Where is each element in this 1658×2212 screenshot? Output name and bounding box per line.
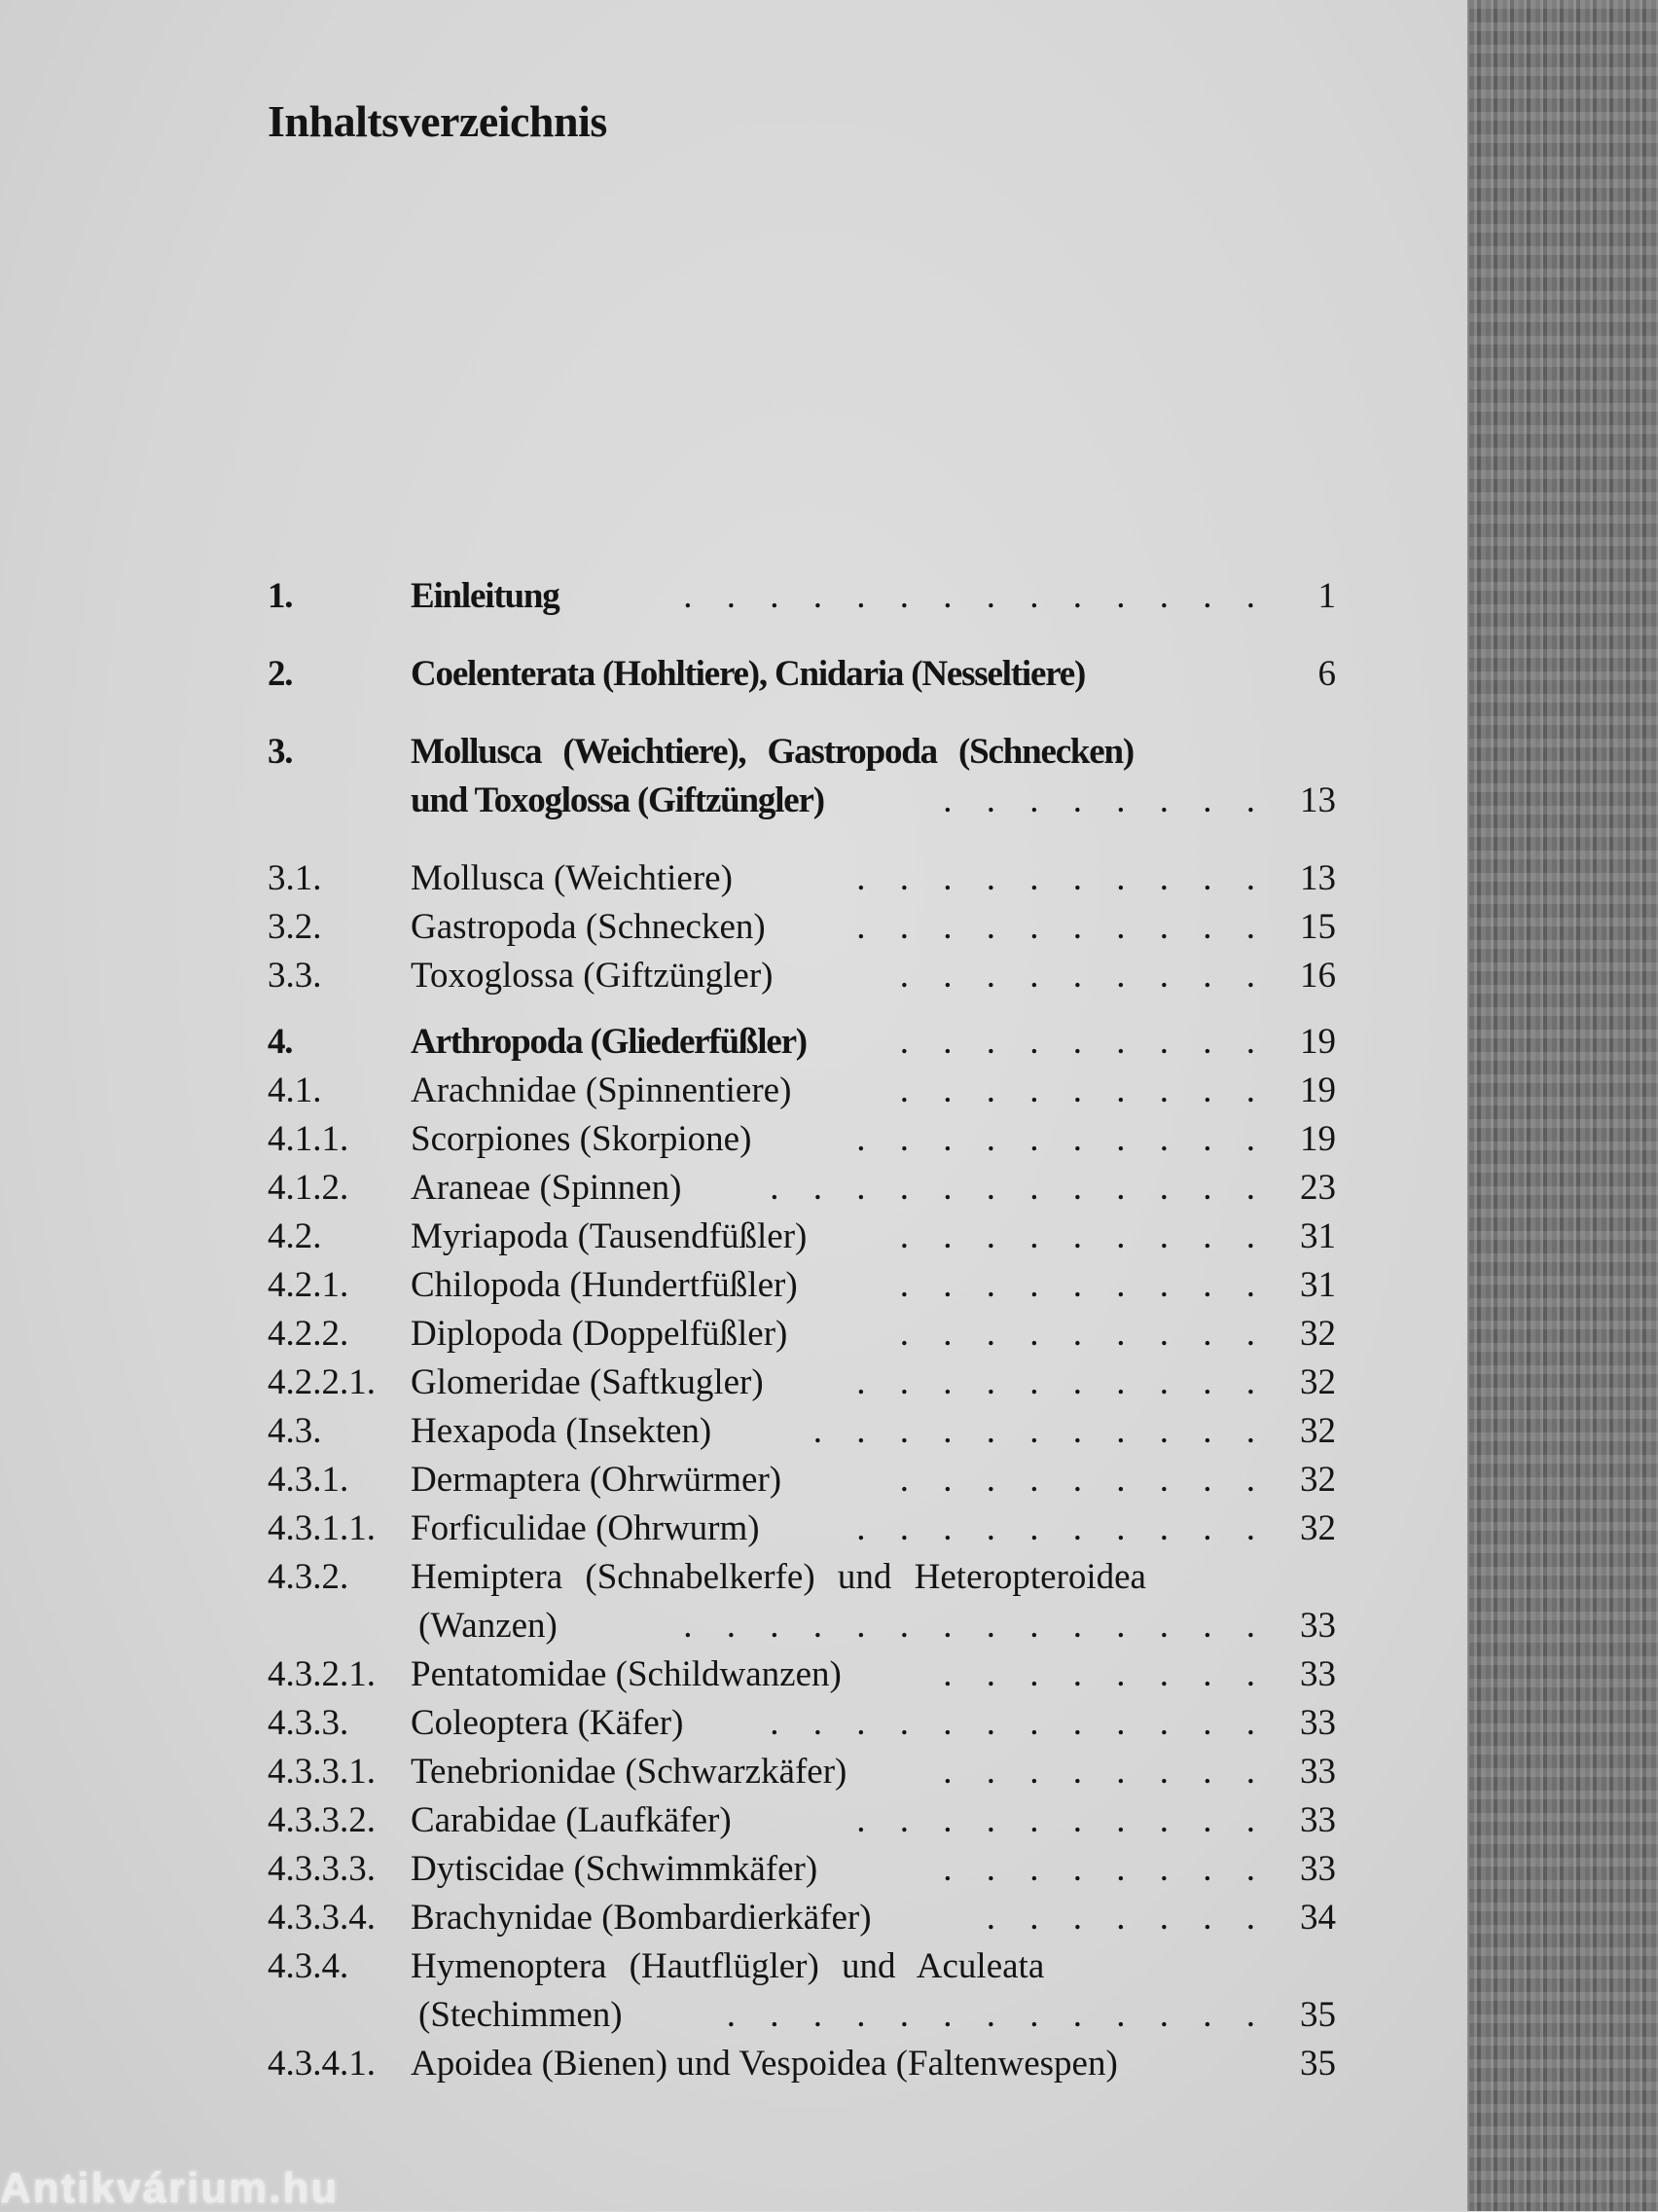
toc-entry bbox=[268, 903, 1336, 952]
dot-leader: . . . . . . . . . . bbox=[856, 907, 1268, 947]
toc-entry-number: 3.2. bbox=[268, 907, 322, 947]
toc-entry-title: Hymenoptera (Hautflügler) und Aculeata bbox=[411, 1946, 1045, 1986]
toc-entry-title: Glomeridae (Saftkugler) bbox=[411, 1362, 764, 1402]
toc-entry-number: 3.1. bbox=[268, 858, 322, 898]
dot-leader: . . . . . . . . . bbox=[899, 1314, 1268, 1354]
toc-entry-title: Dermaptera (Ohrwürmer) bbox=[411, 1460, 782, 1500]
toc-entry bbox=[268, 1213, 1336, 1261]
dot-leader: . . . . . . . . . . bbox=[856, 1362, 1268, 1402]
toc-entry-title: (Stechimmen) bbox=[418, 1995, 623, 2035]
toc-entry bbox=[268, 1310, 1336, 1359]
toc-entry-page: 6 bbox=[1317, 654, 1336, 694]
toc-entry-title: Einleitung bbox=[411, 576, 559, 616]
toc-entry-title: Mollusca (Weichtiere), Gastropoda (Schnecken) bbox=[411, 732, 1135, 772]
toc-entry bbox=[268, 952, 1336, 1000]
toc-entry-page: 32 bbox=[1300, 1460, 1336, 1500]
toc-entry-number: 4.3.3.2. bbox=[268, 1800, 376, 1840]
toc-entry-number: 4.3.2. bbox=[268, 1557, 349, 1597]
dot-leader: . . . . . . . . . . . bbox=[812, 1411, 1268, 1451]
dot-leader: . . . . . . . . bbox=[943, 1654, 1268, 1694]
toc-entry-number: 4.3.4. bbox=[268, 1946, 349, 1986]
toc-entry-page: 32 bbox=[1300, 1411, 1336, 1451]
toc-entry-title: Carabidae (Laufkäfer) bbox=[411, 1800, 732, 1840]
toc-entry bbox=[268, 1845, 1336, 1894]
toc-entry-number: 4.3.2.1. bbox=[268, 1654, 376, 1694]
toc-entry-number: 4.3.3.3. bbox=[268, 1849, 376, 1889]
toc-entry-number: 3. bbox=[268, 732, 293, 772]
dot-leader: . . . . . . . . bbox=[943, 1752, 1268, 1792]
toc-entry-number: 4.1.2. bbox=[268, 1168, 349, 1208]
toc-entry-title: Hexapoda (Insekten) bbox=[411, 1411, 712, 1451]
toc-entry-title: Hemiptera (Schnabelkerfe) und Heteropteroidea bbox=[411, 1557, 1146, 1597]
toc-entry-title: Tenebrionidae (Schwarzkäfer) bbox=[411, 1752, 847, 1792]
dot-leader: . . . . . . . . . . bbox=[856, 1800, 1268, 1840]
toc-entry-title: Coleoptera (Käfer) bbox=[411, 1703, 684, 1743]
toc-entry-title: Myriapoda (Tausendfüßler) bbox=[411, 1216, 808, 1256]
toc-entry-number: 4.2. bbox=[268, 1216, 322, 1256]
toc-entry-number: 4.3. bbox=[268, 1411, 322, 1451]
toc-entry-number: 4.3.1.1. bbox=[268, 1508, 376, 1548]
toc-entry bbox=[268, 1699, 1336, 1748]
table-of-contents bbox=[268, 572, 1336, 2088]
toc-entry-page: 13 bbox=[1300, 780, 1336, 820]
toc-entry bbox=[268, 1359, 1336, 1407]
dot-leader: . . . . . . . . . . . . . . bbox=[683, 576, 1268, 616]
watermark: Antikvárium.hu bbox=[0, 2164, 340, 2212]
toc-entry bbox=[268, 728, 1336, 825]
toc-entry bbox=[268, 1505, 1336, 1553]
toc-entry-title: Toxoglossa (Giftzüngler) bbox=[411, 956, 774, 996]
dot-leader: . . . . . . . . . bbox=[899, 1460, 1268, 1500]
toc-entry bbox=[268, 1650, 1336, 1699]
dot-leader: . . . . . . . . . . bbox=[856, 1508, 1268, 1548]
toc-entry-page: 19 bbox=[1300, 1070, 1336, 1110]
toc-entry bbox=[268, 854, 1336, 903]
toc-entry-number: 4.1. bbox=[268, 1070, 322, 1110]
toc-entry-title: Gastropoda (Schnecken) bbox=[411, 907, 766, 947]
toc-entry-page: 31 bbox=[1300, 1265, 1336, 1305]
toc-entry-number: 4.3.3. bbox=[268, 1703, 349, 1743]
toc-entry bbox=[268, 1018, 1336, 1067]
toc-entry bbox=[268, 1748, 1336, 1796]
toc-entry-title: Arachnidae (Spinnentiere) bbox=[411, 1070, 792, 1110]
toc-entry-page: 33 bbox=[1300, 1606, 1336, 1646]
toc-entry-page: 15 bbox=[1300, 907, 1336, 947]
toc-entry-number: 4.3.3.4. bbox=[268, 1898, 376, 1938]
toc-entry bbox=[268, 1067, 1336, 1115]
toc-entry bbox=[268, 1456, 1336, 1505]
dot-leader: . . . . . . . . . . bbox=[856, 858, 1268, 898]
toc-entry-page: 33 bbox=[1300, 1703, 1336, 1743]
toc-entry bbox=[268, 1115, 1336, 1164]
toc-entry-number: 4.3.1. bbox=[268, 1460, 349, 1500]
dot-leader: . . . . . . . . . bbox=[899, 1022, 1268, 1062]
toc-entry-number: 4.2.2. bbox=[268, 1314, 349, 1354]
toc-entry-title: (Wanzen) bbox=[418, 1606, 558, 1646]
toc-entry-title: Arthropoda (Gliederfüßler) bbox=[411, 1022, 807, 1062]
dot-leader: . . . . . . . bbox=[986, 1898, 1268, 1938]
toc-entry-number: 4.1.1. bbox=[268, 1119, 349, 1159]
toc-entry-page: 1 bbox=[1317, 576, 1336, 616]
dot-leader: . . . . . . . . bbox=[943, 1849, 1268, 1889]
toc-entry-number: 4.2.1. bbox=[268, 1265, 349, 1305]
toc-entry-page: 16 bbox=[1300, 956, 1336, 996]
dot-leader: . . . . . . . . bbox=[943, 780, 1268, 820]
toc-entry-page: 35 bbox=[1300, 1995, 1336, 2035]
toc-entry-title: Dytiscidae (Schwimmkäfer) bbox=[411, 1849, 818, 1889]
toc-entry bbox=[268, 1553, 1336, 1650]
dot-leader: . . . . . . . . . bbox=[899, 956, 1268, 996]
dot-leader: . . . . . . . . . . . . bbox=[770, 1703, 1268, 1743]
toc-entry-page: 32 bbox=[1300, 1508, 1336, 1548]
dot-leader: . . . . . . . . . bbox=[899, 1216, 1268, 1256]
toc-entry-title: Coelenterata (Hohltiere), Cnidaria (Nesseltiere) bbox=[411, 654, 1086, 694]
toc-entry-page: 19 bbox=[1300, 1022, 1336, 1062]
toc-entry-title: Pentatomidae (Schildwanzen) bbox=[411, 1654, 842, 1694]
toc-entry-number: 2. bbox=[268, 654, 293, 694]
toc-entry-page: 32 bbox=[1300, 1362, 1336, 1402]
dot-leader: . . . . . . . . . . bbox=[856, 1119, 1268, 1159]
toc-entry-page: 33 bbox=[1300, 1752, 1336, 1792]
toc-entry-title: Apoidea (Bienen) und Vespoidea (Faltenwespen) bbox=[411, 2044, 1118, 2084]
toc-entry-title: Chilopoda (Hundertfüßler) bbox=[411, 1265, 798, 1305]
toc-entry-page: 32 bbox=[1300, 1314, 1336, 1354]
toc-entry bbox=[268, 1407, 1336, 1456]
toc-entry-title: Forficulidae (Ohrwurm) bbox=[411, 1508, 760, 1548]
toc-entry-page: 35 bbox=[1300, 2044, 1336, 2084]
page-title: Inhaltsverzeichnis bbox=[268, 96, 607, 146]
toc-entry-page: 34 bbox=[1300, 1898, 1336, 1938]
toc-entry bbox=[268, 650, 1336, 699]
toc-entry-page: 13 bbox=[1300, 858, 1336, 898]
toc-entry bbox=[268, 1164, 1336, 1213]
toc-entry bbox=[268, 1796, 1336, 1845]
toc-entry bbox=[268, 572, 1336, 621]
toc-entry-page: 19 bbox=[1300, 1119, 1336, 1159]
toc-entry bbox=[268, 1942, 1336, 2040]
toc-entry-number: 4.2.2.1. bbox=[268, 1362, 376, 1402]
toc-entry-title: und Toxoglossa (Giftzüngler) bbox=[411, 780, 824, 820]
toc-entry-title: Mollusca (Weichtiere) bbox=[411, 858, 733, 898]
toc-entry-number: 4.3.3.1. bbox=[268, 1752, 376, 1792]
toc-entry-title: Scorpiones (Skorpione) bbox=[411, 1119, 752, 1159]
dot-leader: . . . . . . . . . bbox=[899, 1070, 1268, 1110]
toc-entry-page: 23 bbox=[1300, 1168, 1336, 1208]
book-page-edge bbox=[1467, 0, 1658, 2211]
toc-entry bbox=[268, 1894, 1336, 1942]
toc-entry-title: Brachynidae (Bombardierkäfer) bbox=[411, 1898, 872, 1938]
toc-entry-title: Diplopoda (Doppelfüßler) bbox=[411, 1314, 788, 1354]
toc-entry-number: 3.3. bbox=[268, 956, 322, 996]
toc-entry bbox=[268, 1261, 1336, 1310]
toc-entry-page: 33 bbox=[1300, 1800, 1336, 1840]
dot-leader: . . . . . . . . . . . . bbox=[770, 1168, 1268, 1208]
toc-entry-title: Araneae (Spinnen) bbox=[411, 1168, 682, 1208]
dot-leader: . . . . . . . . . . . . . . bbox=[683, 1606, 1268, 1646]
dot-leader: . . . . . . . . . . . . . bbox=[726, 1995, 1268, 2035]
toc-entry bbox=[268, 2040, 1336, 2088]
toc-entry-number: 4. bbox=[268, 1022, 293, 1062]
toc-entry-number: 4.3.4.1. bbox=[268, 2044, 376, 2084]
toc-entry-page: 33 bbox=[1300, 1654, 1336, 1694]
dot-leader: . . . . . . . . . bbox=[899, 1265, 1268, 1305]
toc-entry-number: 1. bbox=[268, 576, 293, 616]
toc-entry-page: 31 bbox=[1300, 1216, 1336, 1256]
toc-entry-page: 33 bbox=[1300, 1849, 1336, 1889]
